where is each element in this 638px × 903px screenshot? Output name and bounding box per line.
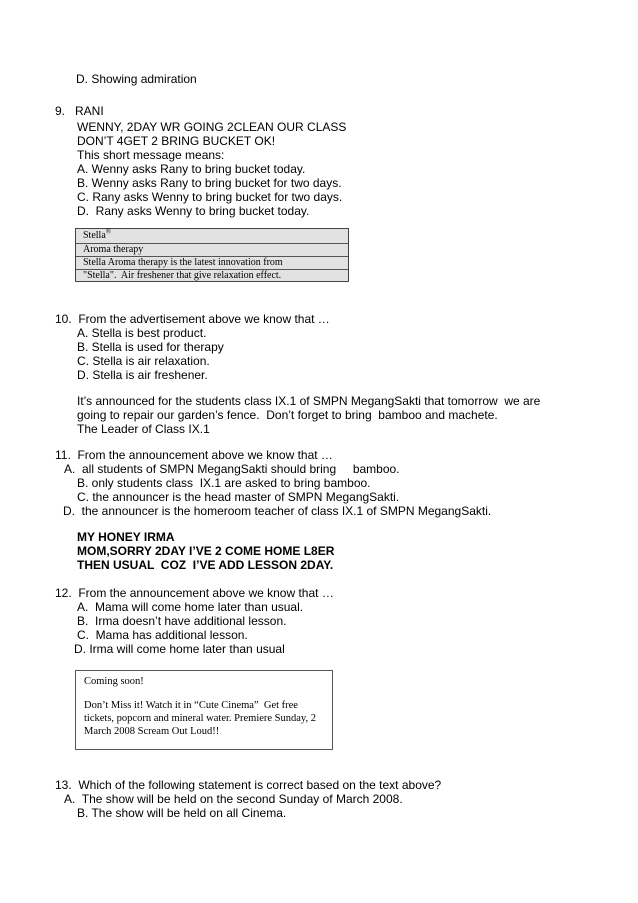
option-b: B. The show will be held on all Cinema. — [77, 806, 287, 820]
announcement-text: going to repair our garden’s fence. Don’t forget to bring bamboo and machete. — [77, 408, 498, 422]
cinema-heading: Coming soon! — [84, 676, 144, 687]
cinema-advertisement — [75, 670, 333, 750]
question-11-heading: 11. From the announcement above we know that … — [55, 448, 333, 462]
option-d: D. Rany asks Wenny to bring bucket today. — [77, 204, 310, 218]
option-c: C. Rany asks Wenny to bring bucket for two days. — [77, 190, 343, 204]
option-b: B. Irma doesn’t have additional lesson. — [77, 614, 287, 628]
option-a: A. The show will be held on the second Sunday of March 2008. — [64, 792, 403, 806]
sms-text-line: DON’T 4GET 2 BRING BUCKET OK! — [77, 134, 276, 148]
sms-message-line: MOM,SORRY 2DAY I’VE 2 COME HOME L8ER — [77, 544, 335, 558]
option-line: D. Showing admiration — [76, 72, 197, 86]
sms-message-line: MY HONEY IRMA — [77, 530, 175, 544]
option-d: D. Irma will come home later than usual — [74, 642, 285, 656]
announcement-text: It’s announced for the students class IX.1 of SMPN MegangSakti that tomorrow we are — [77, 394, 541, 408]
option-a: A. Mama will come home later than usual. — [77, 600, 304, 614]
cinema-text-line: March 2008 Scream Out Loud!! — [84, 726, 220, 737]
sms-text-line: WENNY, 2DAY WR GOING 2CLEAN OUR CLASS — [77, 120, 347, 134]
option-a: A. all students of SMPN MegangSakti should bring bamboo. — [64, 462, 400, 476]
stella-brand-row — [76, 227, 348, 243]
stella-row: Stella Aroma therapy is the latest innovation from — [76, 256, 348, 270]
question-12-heading: 12. From the announcement above we know that … — [55, 586, 334, 600]
stella-brand: Stella — [83, 230, 106, 241]
announcement-signature: The Leader of Class IX.1 — [77, 422, 210, 436]
option-a: A. Wenny asks Rany to bring bucket today. — [77, 162, 306, 176]
cinema-text-line: tickets, popcorn and mineral water. Premiere Sunday, 2 — [84, 713, 316, 724]
option-d: D. the announcer is the homeroom teacher of class IX.1 of SMPN MegangSakti. — [63, 504, 492, 518]
stella-row: "Stella". Air freshener that give relaxation effect. — [76, 269, 348, 283]
option-d: D. Stella is air freshener. — [77, 368, 208, 382]
stella-advertisement — [75, 228, 349, 282]
question-9-heading: 9. RANI — [55, 104, 104, 118]
option-c: C. Mama has additional lesson. — [77, 628, 248, 642]
option-a: A. Stella is best product. — [77, 326, 207, 340]
cinema-text-line: Don’t Miss it! Watch it in “Cute Cinema” Get free — [84, 700, 298, 711]
stella-row: Aroma therapy — [76, 243, 348, 257]
option-c: C. Stella is air relaxation. — [77, 354, 210, 368]
option-c: C. the announcer is the head master of SMPN MegangSakti. — [77, 490, 400, 504]
question-13-heading: 13. Which of the following statement is correct based on the text above? — [55, 778, 442, 792]
option-b: B. Stella is used for therapy — [77, 340, 224, 354]
option-b: B. only students class IX.1 are asked to bring bamboo. — [77, 476, 371, 490]
question-prompt: This short message means: — [77, 148, 225, 162]
registered-mark: ® — [105, 227, 112, 236]
question-10-heading: 10. From the advertisement above we know that … — [55, 312, 330, 326]
sms-message-line: THEN USUAL COZ I’VE ADD LESSON 2DAY. — [77, 558, 334, 572]
option-b: B. Wenny asks Rany to bring bucket for two days. — [77, 176, 342, 190]
